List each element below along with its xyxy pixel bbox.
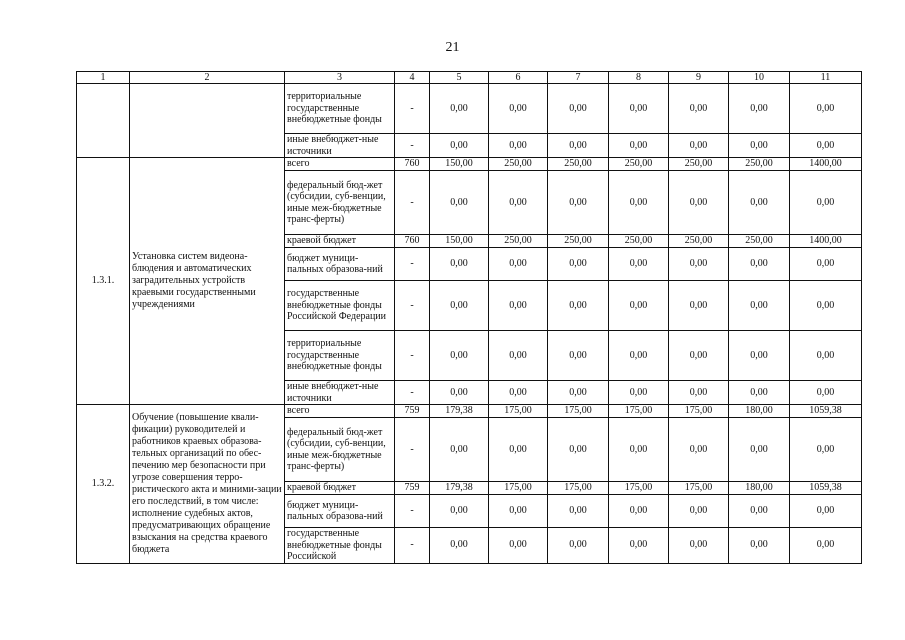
amount-cell: 0,00 xyxy=(489,495,548,528)
funding-source: бюджет муници-пальных образова-ний xyxy=(285,248,395,281)
amount-cell: 0,00 xyxy=(729,528,790,564)
total-cell: 0,00 xyxy=(790,418,862,482)
funding-source: всего xyxy=(285,405,395,418)
total-cell: 1400,00 xyxy=(790,158,862,171)
amount-cell: 0,00 xyxy=(609,281,669,331)
amount-cell: 0,00 xyxy=(489,331,548,381)
amount-cell: 0,00 xyxy=(609,171,669,235)
amount-cell: 0,00 xyxy=(729,248,790,281)
amount-cell: 0,00 xyxy=(430,84,489,134)
amount-cell: 0,00 xyxy=(609,528,669,564)
measure-name: Обучение (повышение квали-фикации) руководителей и работников краевых образова-тельных организаций по обес-печению мер безопасности при угрозе совершения терро-ристического акта и миними-зации его последствий, в том числе: исполнение судебных актов, предусматривающих обращение взыскания на средства краевого бюджета xyxy=(130,405,285,564)
page-number: 21 xyxy=(445,40,460,55)
amount-cell: 0,00 xyxy=(430,248,489,281)
amount-cell: 0,00 xyxy=(548,495,609,528)
amount-cell: 175,00 xyxy=(489,482,548,495)
amount-cell: 0,00 xyxy=(729,134,790,158)
amount-cell: 0,00 xyxy=(609,495,669,528)
code-cell: - xyxy=(395,381,430,405)
total-cell: 1059,38 xyxy=(790,482,862,495)
amount-cell: 0,00 xyxy=(729,171,790,235)
column-header: 7 xyxy=(548,72,609,84)
amount-cell: 0,00 xyxy=(489,171,548,235)
total-cell: 0,00 xyxy=(790,331,862,381)
amount-cell: 0,00 xyxy=(669,331,729,381)
code-cell: - xyxy=(395,248,430,281)
amount-cell: 0,00 xyxy=(729,281,790,331)
amount-cell: 0,00 xyxy=(548,171,609,235)
amount-cell: 0,00 xyxy=(669,248,729,281)
amount-cell: 250,00 xyxy=(669,235,729,248)
funding-source: всего xyxy=(285,158,395,171)
amount-cell: 0,00 xyxy=(489,84,548,134)
funding-source: территориальные государственные внебюджетные фонды xyxy=(285,84,395,134)
amount-cell: 250,00 xyxy=(489,235,548,248)
amount-cell: 0,00 xyxy=(729,418,790,482)
funding-source: федеральный бюд-жет (субсидии, суб-венции, иные меж-бюджетные транс-ферты) xyxy=(285,418,395,482)
amount-cell: 0,00 xyxy=(548,418,609,482)
code-cell: - xyxy=(395,171,430,235)
amount-cell: 0,00 xyxy=(548,281,609,331)
column-header: 10 xyxy=(729,72,790,84)
code-cell: - xyxy=(395,495,430,528)
funding-source: территориальные государственные внебюджетные фонды xyxy=(285,331,395,381)
amount-cell: 0,00 xyxy=(729,84,790,134)
total-cell: 0,00 xyxy=(790,381,862,405)
amount-cell: 175,00 xyxy=(669,482,729,495)
total-cell: 1059,38 xyxy=(790,405,862,418)
amount-cell: 0,00 xyxy=(548,134,609,158)
amount-cell: 0,00 xyxy=(489,134,548,158)
amount-cell: 250,00 xyxy=(489,158,548,171)
column-header: 5 xyxy=(430,72,489,84)
amount-cell: 0,00 xyxy=(489,381,548,405)
column-header: 4 xyxy=(395,72,430,84)
total-cell: 0,00 xyxy=(790,528,862,564)
amount-cell: 250,00 xyxy=(729,158,790,171)
amount-cell: 175,00 xyxy=(669,405,729,418)
amount-cell: 0,00 xyxy=(430,171,489,235)
amount-cell: 0,00 xyxy=(669,281,729,331)
amount-cell: 0,00 xyxy=(609,84,669,134)
column-header: 11 xyxy=(790,72,862,84)
column-header: 1 xyxy=(77,72,130,84)
amount-cell: 0,00 xyxy=(669,134,729,158)
amount-cell: 175,00 xyxy=(548,482,609,495)
column-header: 6 xyxy=(489,72,548,84)
amount-cell: 175,00 xyxy=(609,405,669,418)
amount-cell: 250,00 xyxy=(609,235,669,248)
amount-cell: 0,00 xyxy=(489,528,548,564)
table-row xyxy=(77,84,862,134)
code-cell: - xyxy=(395,281,430,331)
code-cell: 759 xyxy=(395,405,430,418)
amount-cell: 0,00 xyxy=(609,248,669,281)
column-header: 3 xyxy=(285,72,395,84)
header-row xyxy=(77,72,862,84)
code-cell: 759 xyxy=(395,482,430,495)
amount-cell: 250,00 xyxy=(548,235,609,248)
measure-name xyxy=(130,84,285,158)
amount-cell: 0,00 xyxy=(729,381,790,405)
code-cell: 760 xyxy=(395,235,430,248)
amount-cell: 0,00 xyxy=(669,528,729,564)
amount-cell: 150,00 xyxy=(430,235,489,248)
code-cell: 760 xyxy=(395,158,430,171)
total-cell: 0,00 xyxy=(790,495,862,528)
total-cell: 0,00 xyxy=(790,84,862,134)
funding-source: иные внебюджет-ные источники xyxy=(285,134,395,158)
funding-source: краевой бюджет xyxy=(285,482,395,495)
table-row xyxy=(77,158,862,171)
amount-cell: 0,00 xyxy=(430,495,489,528)
measure-name: Установка систем видеона-блюдения и автоматических заградительных устройств краевыми государственными учреждениями xyxy=(130,158,285,405)
amount-cell: 250,00 xyxy=(609,158,669,171)
total-cell: 0,00 xyxy=(790,248,862,281)
amount-cell: 0,00 xyxy=(430,134,489,158)
code-cell: - xyxy=(395,84,430,134)
column-header: 2 xyxy=(130,72,285,84)
funding-source: федеральный бюд-жет (субсидии, суб-венции, иные меж-бюджетные транс-ферты) xyxy=(285,171,395,235)
amount-cell: 0,00 xyxy=(489,248,548,281)
amount-cell: 179,38 xyxy=(430,482,489,495)
amount-cell: 250,00 xyxy=(548,158,609,171)
amount-cell: 0,00 xyxy=(430,331,489,381)
amount-cell: 0,00 xyxy=(669,495,729,528)
code-cell: - xyxy=(395,134,430,158)
amount-cell: 0,00 xyxy=(729,495,790,528)
amount-cell: 0,00 xyxy=(430,281,489,331)
amount-cell: 180,00 xyxy=(729,482,790,495)
amount-cell: 0,00 xyxy=(548,84,609,134)
amount-cell: 0,00 xyxy=(669,381,729,405)
amount-cell: 150,00 xyxy=(430,158,489,171)
amount-cell: 0,00 xyxy=(669,171,729,235)
amount-cell: 175,00 xyxy=(548,405,609,418)
amount-cell: 0,00 xyxy=(609,381,669,405)
amount-cell: 0,00 xyxy=(669,84,729,134)
budget-table xyxy=(76,71,862,564)
code-cell: - xyxy=(395,418,430,482)
amount-cell: 250,00 xyxy=(669,158,729,171)
funding-source: краевой бюджет xyxy=(285,235,395,248)
amount-cell: 0,00 xyxy=(729,331,790,381)
amount-cell: 0,00 xyxy=(609,331,669,381)
code-cell: - xyxy=(395,528,430,564)
amount-cell: 0,00 xyxy=(669,418,729,482)
amount-cell: 0,00 xyxy=(548,331,609,381)
measure-code: 1.3.1. xyxy=(77,158,130,405)
column-header: 9 xyxy=(669,72,729,84)
funding-source: государственные внебюджетные фонды Российской xyxy=(285,528,395,564)
column-header: 8 xyxy=(609,72,669,84)
amount-cell: 0,00 xyxy=(489,418,548,482)
amount-cell: 0,00 xyxy=(609,418,669,482)
amount-cell: 175,00 xyxy=(489,405,548,418)
funding-source: бюджет муници-пальных образова-ний xyxy=(285,495,395,528)
amount-cell: 180,00 xyxy=(729,405,790,418)
total-cell: 1400,00 xyxy=(790,235,862,248)
amount-cell: 175,00 xyxy=(609,482,669,495)
amount-cell: 0,00 xyxy=(430,528,489,564)
amount-cell: 0,00 xyxy=(548,381,609,405)
total-cell: 0,00 xyxy=(790,171,862,235)
table-row xyxy=(77,405,862,418)
amount-cell: 250,00 xyxy=(729,235,790,248)
funding-source: государственные внебюджетные фонды Российской Федерации xyxy=(285,281,395,331)
amount-cell: 0,00 xyxy=(489,281,548,331)
total-cell: 0,00 xyxy=(790,281,862,331)
amount-cell: 179,38 xyxy=(430,405,489,418)
amount-cell: 0,00 xyxy=(430,381,489,405)
amount-cell: 0,00 xyxy=(430,418,489,482)
amount-cell: 0,00 xyxy=(609,134,669,158)
funding-source: иные внебюджет-ные источники xyxy=(285,381,395,405)
measure-code: 1.3.2. xyxy=(77,405,130,564)
amount-cell: 0,00 xyxy=(548,528,609,564)
amount-cell: 0,00 xyxy=(548,248,609,281)
measure-code xyxy=(77,84,130,158)
total-cell: 0,00 xyxy=(790,134,862,158)
code-cell: - xyxy=(395,331,430,381)
